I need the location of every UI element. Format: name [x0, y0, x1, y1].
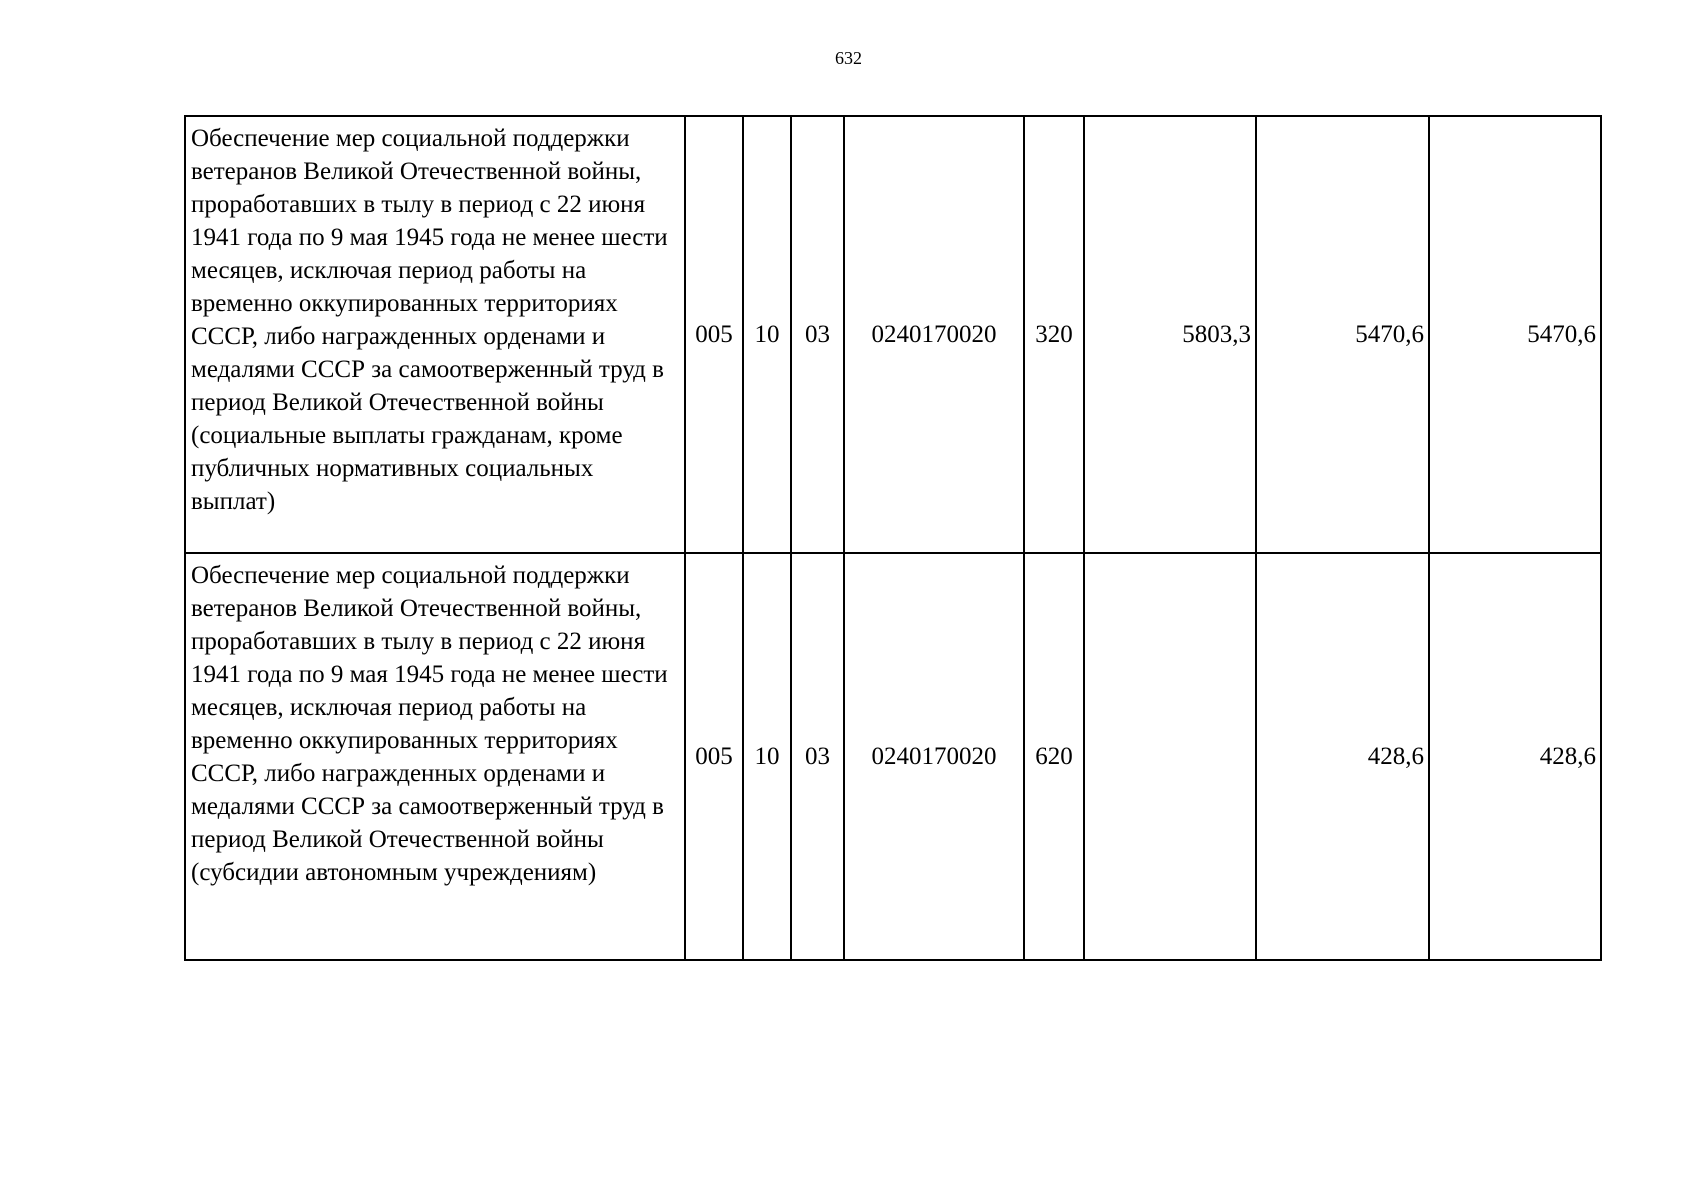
table-row [185, 553, 1601, 960]
subsection-code: 03 [791, 116, 844, 553]
ministry-code: 005 [685, 553, 743, 960]
budget-table [184, 115, 1602, 961]
target-article-code: 0240170020 [844, 553, 1024, 960]
table-row [185, 116, 1601, 553]
target-article-code: 0240170020 [844, 116, 1024, 553]
ministry-code: 005 [685, 116, 743, 553]
expense-type-code: 620 [1024, 553, 1084, 960]
amount-1 [1084, 553, 1256, 960]
amount-3: 5470,6 [1429, 116, 1601, 553]
amount-3: 428,6 [1429, 553, 1601, 960]
section-code: 10 [743, 553, 791, 960]
amount-1: 5803,3 [1084, 116, 1256, 553]
expense-type-code: 320 [1024, 116, 1084, 553]
row-description: Обеспечение мер социальной поддержки ветеранов Великой Отечественной войны, проработавших в тылу в период с 22 июня 1941 года по 9 мая 1945 года не менее шести месяцев, исключая период работы на временно оккупированных территориях СССР, либо награжденных орденами и медалями СССР за самоотверженный труд в период Великой Отечественной войны (субсидии автономным учреждениям) [185, 553, 685, 960]
row-description: Обеспечение мер социальной поддержки ветеранов Великой Отечественной войны, проработавших в тылу в период с 22 июня 1941 года по 9 мая 1945 года не менее шести месяцев, исключая период работы на временно оккупированных территориях СССР, либо награжденных орденами и медалями СССР за самоотверженный труд в период Великой Отечественной войны (социальные выплаты гражданам, кроме публичных нормативных социальных выплат) [185, 116, 685, 553]
section-code: 10 [743, 116, 791, 553]
subsection-code: 03 [791, 553, 844, 960]
amount-2: 428,6 [1256, 553, 1429, 960]
page-number: 632 [835, 48, 862, 68]
amount-2: 5470,6 [1256, 116, 1429, 553]
